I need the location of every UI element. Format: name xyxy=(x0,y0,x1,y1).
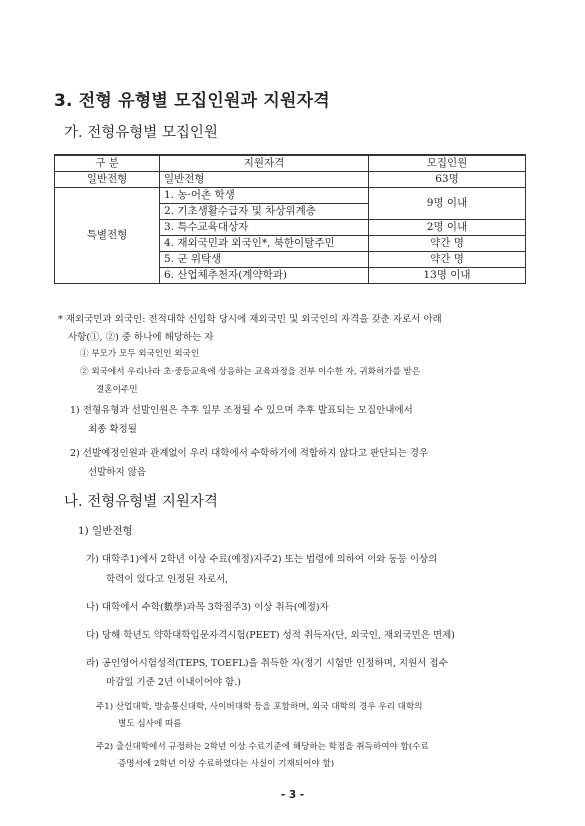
note-item: 결혼이주민 xyxy=(96,385,138,395)
special-qualification: 6. 산업체추천자(계약학과) xyxy=(160,268,369,284)
table-row xyxy=(55,172,526,188)
qualification-line: 가) 대학주1)에서 2학년 이상 수료(예정)자주2) 또는 법령에 의하여 이와 동등 이상의 xyxy=(86,554,438,565)
header-qualification: 지원자격 xyxy=(160,155,369,172)
header-quota: 모집인원 xyxy=(369,155,526,172)
special-qualification: 2. 기초생활수급자 및 차상위계층 xyxy=(160,204,369,220)
subsection-b-title: 나. 전형유형별 지원자격 xyxy=(64,494,218,510)
section-title: 3. 전형 유형별 모집인원과 지원자격 xyxy=(54,91,330,111)
special-count: 2명 이내 xyxy=(369,220,526,236)
footnote-line: 주1) 산업대학, 방송통신대학, 사이버대학 등을 포함하며, 외국 대학의 경우 우리 대학의 xyxy=(96,702,423,712)
table-header-row xyxy=(55,155,526,172)
special-qualification: 5. 군 위탁생 xyxy=(160,252,369,268)
special-count: 9명 이내 xyxy=(369,188,526,220)
note-line: * 재외국민과 외국인: 전적대학 신입학 당시에 재외국민 및 외국인의 자격을 갖춘 자로서 아래 xyxy=(58,314,442,325)
subsection-a-title: 가. 전형유형별 모집인원 xyxy=(64,125,218,141)
qualification-line: 다) 당해 학년도 약학대학입문자격시험(PEET) 성적 취득자(단, 외국인, 재외국민은 면제) xyxy=(86,630,455,641)
special-qualification: 1. 농·어촌 학생 xyxy=(160,188,369,204)
footnote-line: 주2) 출신대학에서 규정하는 2학년 이상 수료기준에 해당하는 학점을 취득하여야 함(수료 xyxy=(96,742,429,752)
qualification-line: 라) 공인영어시험성적(TEPS, TOEFL)을 취득한 자(정기 시험만 인정하며, 지원서 접수 xyxy=(86,658,448,669)
general-count: 63명 xyxy=(369,172,526,188)
page-number: - 3 - xyxy=(280,789,305,801)
special-qualification: 4. 재외국민과 외국인*, 북한이탈주민 xyxy=(160,236,369,252)
table-row xyxy=(55,188,526,204)
note-item: ① 부모가 모두 외국인인 외국인 xyxy=(80,349,200,359)
qualification-line: 학력이 있다고 인정된 자로서, xyxy=(106,574,229,585)
general-heading: 1) 일반전형 xyxy=(78,525,133,537)
special-qualification: 3. 특수교육대상자 xyxy=(160,220,369,236)
remark-line: 2) 선발예정인원과 관계없이 우리 대학에서 수학하기에 적합하지 않다고 판단되는 경우 xyxy=(70,448,429,459)
general-qualification: 일반전형 xyxy=(160,172,369,188)
note-item: ② 외국에서 우리나라 초·중등교육에 상응하는 교육과정을 전부 이수한 자, 귀화허가를 받은 xyxy=(80,367,421,377)
header-category: 구 분 xyxy=(55,155,160,172)
special-count: 13명 이내 xyxy=(369,268,526,284)
footnote-line: 증명서에 2학년 이상 수료하였다는 사실이 기재되어야 함) xyxy=(118,759,335,769)
special-type: 특별전형 xyxy=(55,188,160,284)
special-count: 약간 명 xyxy=(369,236,526,252)
remark-line: 1) 전형유형과 선발인원은 추후 일부 조정될 수 있으며 추후 발표되는 모집안내에서 xyxy=(70,405,413,416)
footnote-line: 별도 심사에 따름 xyxy=(118,719,182,729)
remark-line: 선발하지 않음 xyxy=(88,467,147,478)
qualification-line: 나) 대학에서 수학(數學)과목 3학점주3) 이상 취득(예정)자 xyxy=(86,602,329,613)
special-count: 약간 명 xyxy=(369,252,526,268)
note-line: 사항(①, ②) 중 하나에 해당하는 자 xyxy=(68,332,214,343)
recruitment-table xyxy=(54,154,526,284)
qualification-line: 마감일 기준 2년 이내이어야 함.) xyxy=(106,677,241,688)
remark-line: 최종 확정될 xyxy=(88,424,137,435)
general-type: 일반전형 xyxy=(55,172,160,188)
